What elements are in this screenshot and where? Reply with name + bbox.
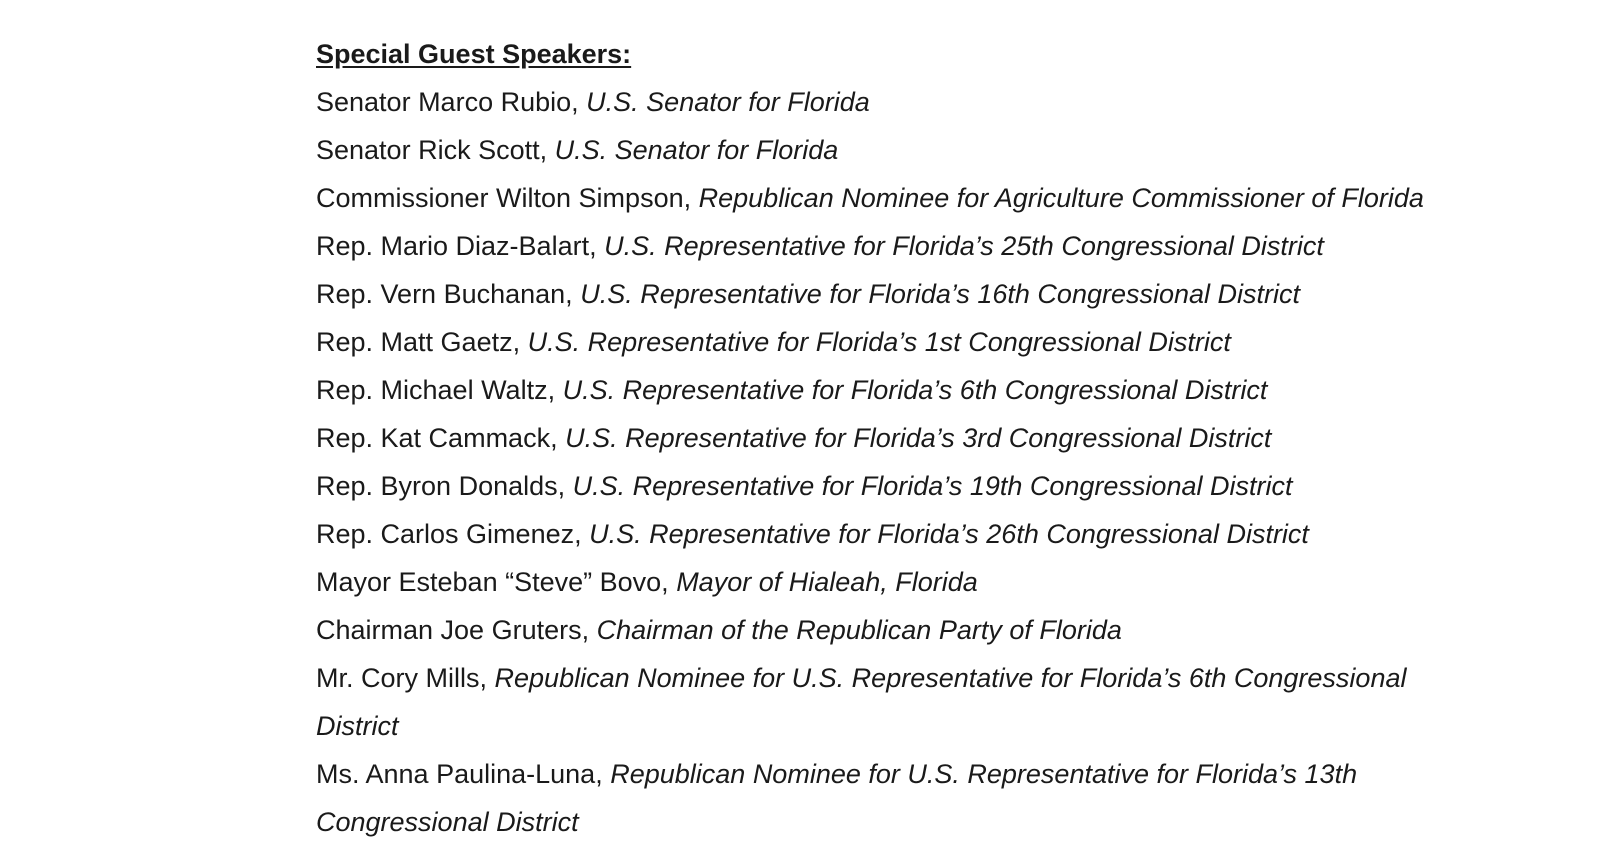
speaker-item — [316, 270, 1486, 318]
speaker-name: Senator Marco Rubio, — [316, 87, 579, 117]
speaker-item — [316, 78, 1486, 126]
speaker-name: Commissioner Wilton Simpson, — [316, 183, 692, 213]
speaker-title: Chairman of the Republican Party of Florida — [596, 615, 1122, 645]
speaker-item — [316, 462, 1486, 510]
speaker-name: Chairman Joe Gruters, — [316, 615, 590, 645]
speaker-title: U.S. Representative for Florida’s 26th Congressional District — [589, 519, 1309, 549]
speaker-name: Rep. Matt Gaetz, — [316, 327, 521, 357]
speaker-item — [316, 318, 1486, 366]
speaker-list — [316, 78, 1486, 846]
speaker-title: U.S. Representative for Florida’s 19th Congressional District — [572, 471, 1293, 501]
speaker-title: U.S. Senator for Florida — [554, 135, 839, 165]
speaker-title: Republican Nominee for Agriculture Commissioner of Florida — [698, 183, 1424, 213]
speaker-title: Republican Nominee for U.S. Representative for Florida’s 6th Congressional District — [316, 663, 1407, 741]
speaker-title: U.S. Senator for Florida — [586, 87, 870, 117]
speaker-title: U.S. Representative for Florida’s 6th Congressional District — [562, 375, 1268, 405]
speaker-item — [316, 510, 1486, 558]
speaker-name: Rep. Carlos Gimenez, — [316, 519, 582, 549]
speaker-name: Mayor Esteban “Steve” Bovo, — [316, 567, 669, 597]
speaker-name: Rep. Michael Waltz, — [316, 375, 556, 405]
speaker-name: Ms. Anna Paulina-Luna, — [316, 759, 603, 789]
speaker-name: Rep. Kat Cammack, — [316, 423, 558, 453]
speaker-item — [316, 750, 1486, 846]
speaker-title: U.S. Representative for Florida’s 1st Congressional District — [527, 327, 1231, 357]
section-heading: Special Guest Speakers: — [316, 39, 632, 69]
speaker-item — [316, 366, 1486, 414]
speaker-item — [316, 654, 1486, 750]
speaker-name: Rep. Byron Donalds, — [316, 471, 566, 501]
speaker-title: U.S. Representative for Florida’s 25th Congressional District — [604, 231, 1324, 261]
speaker-name: Rep. Vern Buchanan, — [316, 279, 573, 309]
speaker-name: Rep. Mario Diaz-Balart, — [316, 231, 597, 261]
speaker-name: Senator Rick Scott, — [316, 135, 548, 165]
speaker-title: U.S. Representative for Florida’s 16th Congressional District — [580, 279, 1301, 309]
speaker-title: Mayor of Hialeah, Florida — [676, 567, 978, 597]
speaker-item — [316, 606, 1486, 654]
speaker-item — [316, 558, 1486, 606]
speaker-title: Republican Nominee for U.S. Representative for Florida’s 13th Congressional District — [316, 759, 1358, 837]
speaker-item — [316, 414, 1486, 462]
speaker-item — [316, 174, 1486, 222]
speaker-name: Mr. Cory Mills, — [316, 663, 487, 693]
speaker-item — [316, 222, 1486, 270]
document-body — [316, 30, 1486, 846]
speaker-item — [316, 126, 1486, 174]
speaker-title: U.S. Representative for Florida’s 3rd Congressional District — [565, 423, 1272, 453]
